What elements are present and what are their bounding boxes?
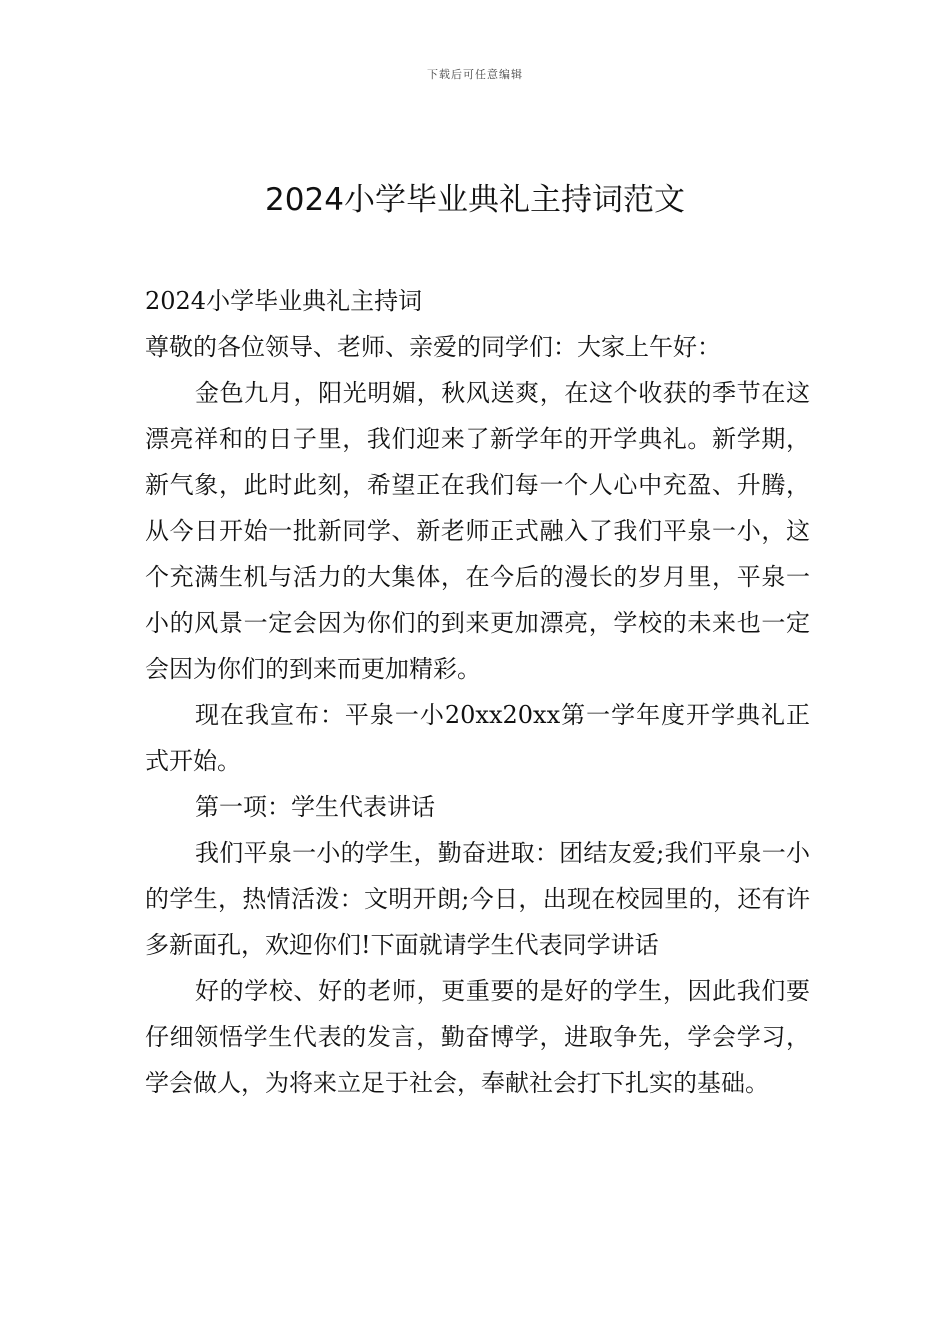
document-title: 2024小学毕业典礼主持词范文	[265, 182, 685, 218]
section-heading: 第一项：学生代表讲话	[195, 793, 435, 821]
body-paragraph: 金色九月，阳光明媚，秋风送爽，在这个收获的季节在这漂亮祥和的日子里，我们迎来了新学年的开学典礼。新学期，新气象，此时此刻，希望正在我们每一个人心中充盈、升腾，从今日开始一批新同学、新老师正式融入了我们平泉一小，这个充满生机与活力的大集体，在今后的漫长的岁月里，平泉一小的风景一定会因为你们的到来更加漂亮，学校的未来也一定会因为你们的到来而更加精彩。	[145, 379, 810, 683]
document-body	[145, 278, 810, 1106]
greeting-paragraph: 尊敬的各位领导、老师、亲爱的同学们：大家上午好：	[145, 333, 721, 361]
header-note: 下载后可任意编辑	[427, 68, 523, 81]
subtitle-paragraph: 2024小学毕业典礼主持词	[145, 287, 423, 315]
body-paragraph: 现在我宣布：平泉一小20xx20xx第一学年度开学典礼正式开始。	[145, 701, 810, 775]
body-paragraph: 好的学校、好的老师，更重要的是好的学生，因此我们要仔细领悟学生代表的发言，勤奋博学，进取争先，学会学习，学会做人，为将来立足于社会，奉献社会打下扎实的基础。	[145, 977, 810, 1097]
body-paragraph: 我们平泉一小的学生，勤奋进取：团结友爱;我们平泉一小的学生，热情活泼：文明开朗;今日，出现在校园里的，还有许多新面孔，欢迎你们!下面就请学生代表同学讲话	[145, 839, 810, 959]
